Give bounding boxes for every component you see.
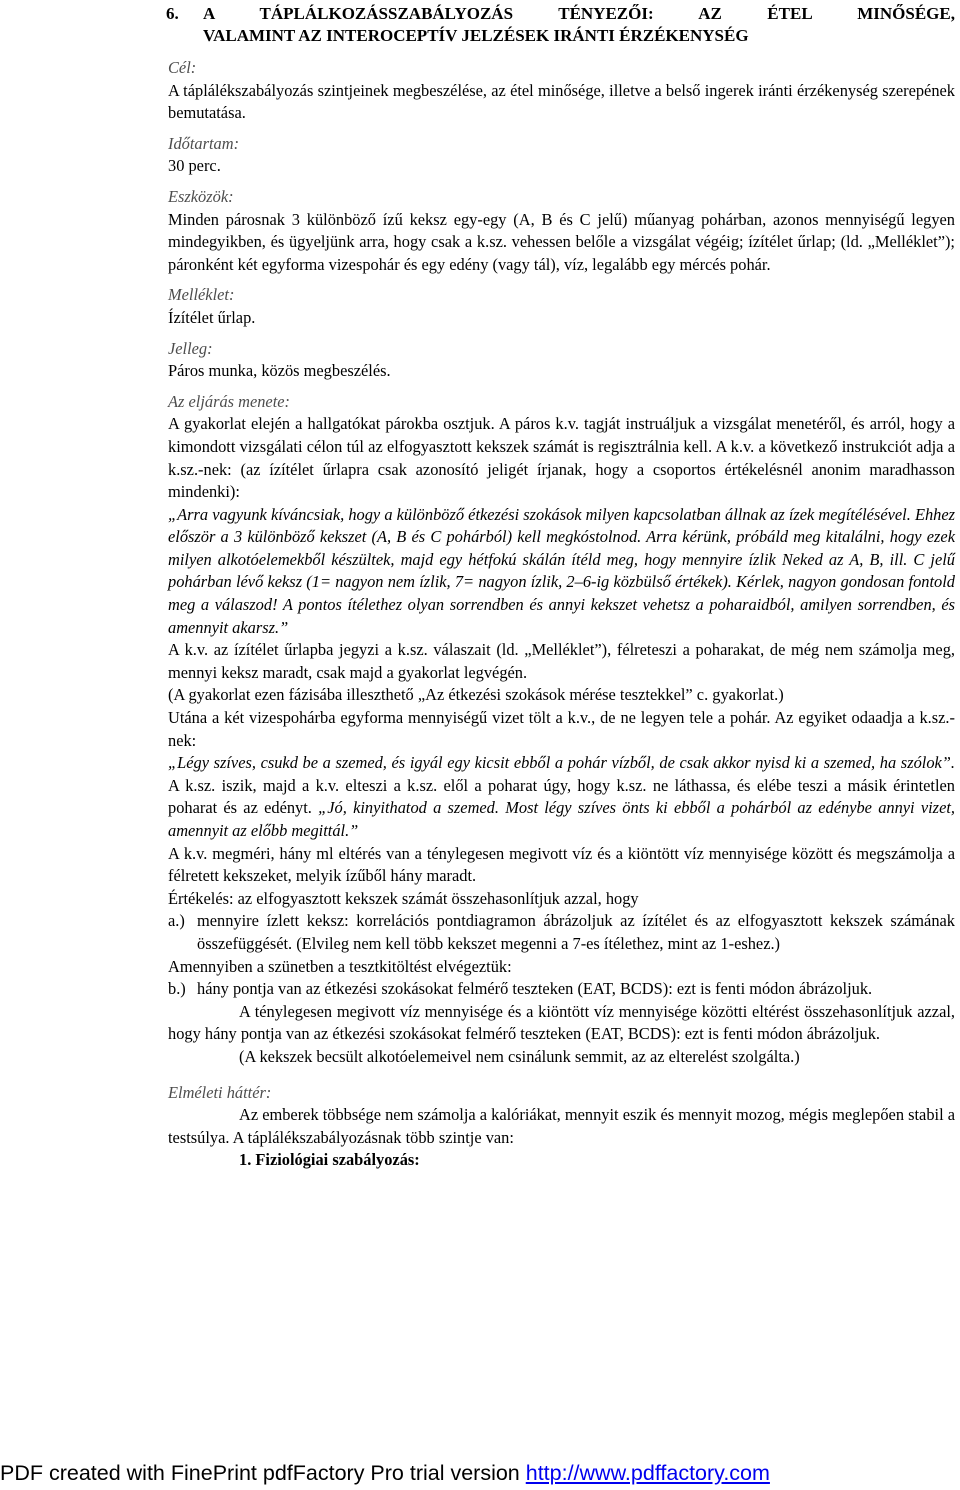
- list-text-a: mennyire ízlett keksz: korrelációs pontdiagramon ábrázoljuk az ízítélet és az elfogyasztott kekszek számának összefüggését. (Elvileg nem kell több kekszet megenni a 7-es ítélethez, mint az 1-eshez.): [197, 911, 955, 953]
- eljaras-paragraph-7: Amennyiben a szünetben a tesztkitöltést elvégeztük:: [168, 956, 512, 976]
- heading-line-2: VALAMINT AZ INTEROCEPTÍV JELZÉSEK IRÁNTI ÉRZÉKENYSÉG: [203, 26, 749, 45]
- list-marker-a: a.): [168, 911, 185, 931]
- melleklet-label: Melléklet:: [168, 285, 235, 305]
- instruction-quote-2: [168, 752, 955, 842]
- footer-text: PDF created with FinePrint pdfFactory Pro trial version: [0, 1461, 526, 1485]
- eszkozok-text: Minden párosnak 3 különböző ízű keksz egy-egy (A, B és C jelű) műanyag pohárban, azonos mennyiségű legyen mindegyikben, és ügyeljünk arra, hogy csak a k.sz. vehessen belőle a vizsgálat végéig; ízítélet űrlap; (ld. „Melléklet”); páronként két egyforma vizespohár és egy edény (vagy tál), víz, legalább egy mércés pohár.: [168, 209, 955, 274]
- eljaras-paragraph-1: A gyakorlat elején a hallgatókat párokba osztjuk. A páros k.v. tagját instruáljuk a vizsgálat menetéről, és arról, hogy a kimondott vizsgálati célon túl az elfogyasztott kekszek számát is regisztrálnia kell. A k.v. a következő instrukciót adja a k.sz.-nek: (az ízítélet űrlapra csak azonosító jeligét írjanak, hogy a csoportos értékelésnél anonim maradhasson mindenki):: [168, 414, 955, 502]
- heading-line-1: A TÁPLÁLKOZÁSSZABÁLYOZÁS TÉNYEZŐI: AZ ÉTEL MINŐSÉGE,: [203, 4, 955, 23]
- eljaras-paragraph-9: (A kekszek becsült alkotóelemeivel nem csinálunk semmit, az az elterelést szolgálta.): [239, 1046, 800, 1066]
- elmeleti-label: Elméleti háttér:: [168, 1082, 272, 1102]
- list-item-a: [168, 910, 955, 955]
- list-item-b: [168, 978, 955, 1001]
- idotartam-text: 30 perc.: [168, 156, 221, 176]
- section-heading: [168, 3, 955, 47]
- eljaras-paragraph-6: Értékelés: az elfogyasztott kekszek számát összehasonlítjuk azzal, hogy: [168, 888, 639, 908]
- footer-link[interactable]: http://www.pdffactory.com: [525, 1461, 770, 1485]
- jelleg-text: Páros munka, közös megbeszélés.: [168, 361, 391, 381]
- eljaras-paragraph-8: A ténylegesen megivott víz mennyisége és a kiöntött víz mennyisége közötti eltérést összehasonlítjuk azzal, hogy hány pontja van az étkezési szokásokat felmérő teszteken (EAT, BCDS): ezt is fenti módon ábrázoljuk.: [168, 1001, 955, 1044]
- elmeleti-paragraph-1: Az emberek többsége nem számolja a kalóriákat, mennyit eszik és mennyit mozog, mégis meglepően stabil a testsúlya. A táplálékszabályozásnak több szintje van:: [168, 1105, 955, 1147]
- section-number: 6.: [166, 4, 179, 23]
- eljaras-paragraph-3: (A gyakorlat ezen fázisába illeszthető „Az étkezési szokások mérése tesztekkel” c. gyakorlat.): [168, 685, 784, 705]
- melleklet-text: Ízítélet űrlap.: [168, 307, 256, 327]
- quote-2-part-c: „Jó, kinyithatod a szemed. Most légy szíves önts ki ebből a pohárból az edénybe annyi vizet, amennyit az előbb megittál.”: [168, 798, 955, 840]
- fiziologiai-heading: 1. Fiziológiai szabályozás:: [239, 1150, 420, 1170]
- pdf-footer: [0, 1460, 960, 1486]
- quote-2-part-b: A k.sz. iszik, majd a k.v. elteszi a k.sz. elől a poharat úgy, hogy k.sz. ne láthassa, és elébe teszi a másik érintetlen poharat és az edényt.: [168, 775, 955, 818]
- cel-label: Cél:: [168, 58, 197, 77]
- eljaras-paragraph-2: A k.v. az ízítélet űrlapba jegyzi a k.sz. válaszait (ld. „Melléklet”), félreteszi a poharakat, de még nem számolja meg, mennyi keksz maradt, csak majd a gyakorlat legvégén.: [168, 640, 955, 682]
- eljaras-paragraph-5: A k.v. megméri, hány ml eltérés van a ténylegesen megivott víz és a kiöntött víz mennyisége között és megszámolja a félretett kekszeket, melyik ízűből hány maradt.: [168, 843, 955, 886]
- list-marker-b: b.): [168, 979, 186, 999]
- instruction-quote-1: „Arra vagyunk kíváncsiak, hogy a különböző étkezési szokások milyen kapcsolatban állnak az ízek megítélésével. Ehhez először a 3 különböző kekszet (A, B és C pohárból) kell megkóstolnod. Arra kérünk, próbáld meg kitalálni, hogy ezek milyen alkotóelemekből készültek, majd egy hétfokú skálán ítéld meg, hogy mennyire ízlik Neked az A, B, ill. C jelű pohárban lévő keksz (1= nagyon nem ízlik, 7= nagyon ízlik, 2–6-ig közbülső értékek). Kérlek, nagyon gondosan fontold meg a válaszod! A pontos ítélethez olyan sorrendben és annyi kekszet vehetsz a poharaidból, amilyen sorrendben, és amennyit akarsz.”: [168, 504, 955, 637]
- idotartam-label: Időtartam:: [168, 133, 240, 153]
- list-text-b: hány pontja van az étkezési szokásokat felmérő teszteken (EAT, BCDS): ezt is fenti módon ábrázoljuk.: [197, 979, 873, 999]
- eljaras-label: Az eljárás menete:: [168, 391, 290, 411]
- quote-2-part-a: „Légy szíves, csukd be a szemed, és igyál egy kicsit ebből a pohár vízből, de csak akkor nyisd ki a szemed, ha szólok”.: [168, 753, 955, 773]
- document-page: [168, 3, 955, 1172]
- eszkozok-label: Eszközök:: [168, 186, 234, 206]
- cel-text: A táplálékszabályozás szintjeinek megbeszélése, az étel minősége, illetve a belső ingerek iránti érzékenység szerepének bemutatása.: [168, 80, 955, 123]
- eljaras-paragraph-4: Utána a két vizespohárba egyforma mennyiségű vizet tölt a k.v., de ne legyen tele a pohár. Az egyiket odaadja a k.sz.-nek:: [168, 708, 955, 750]
- jelleg-label: Jelleg:: [168, 338, 213, 358]
